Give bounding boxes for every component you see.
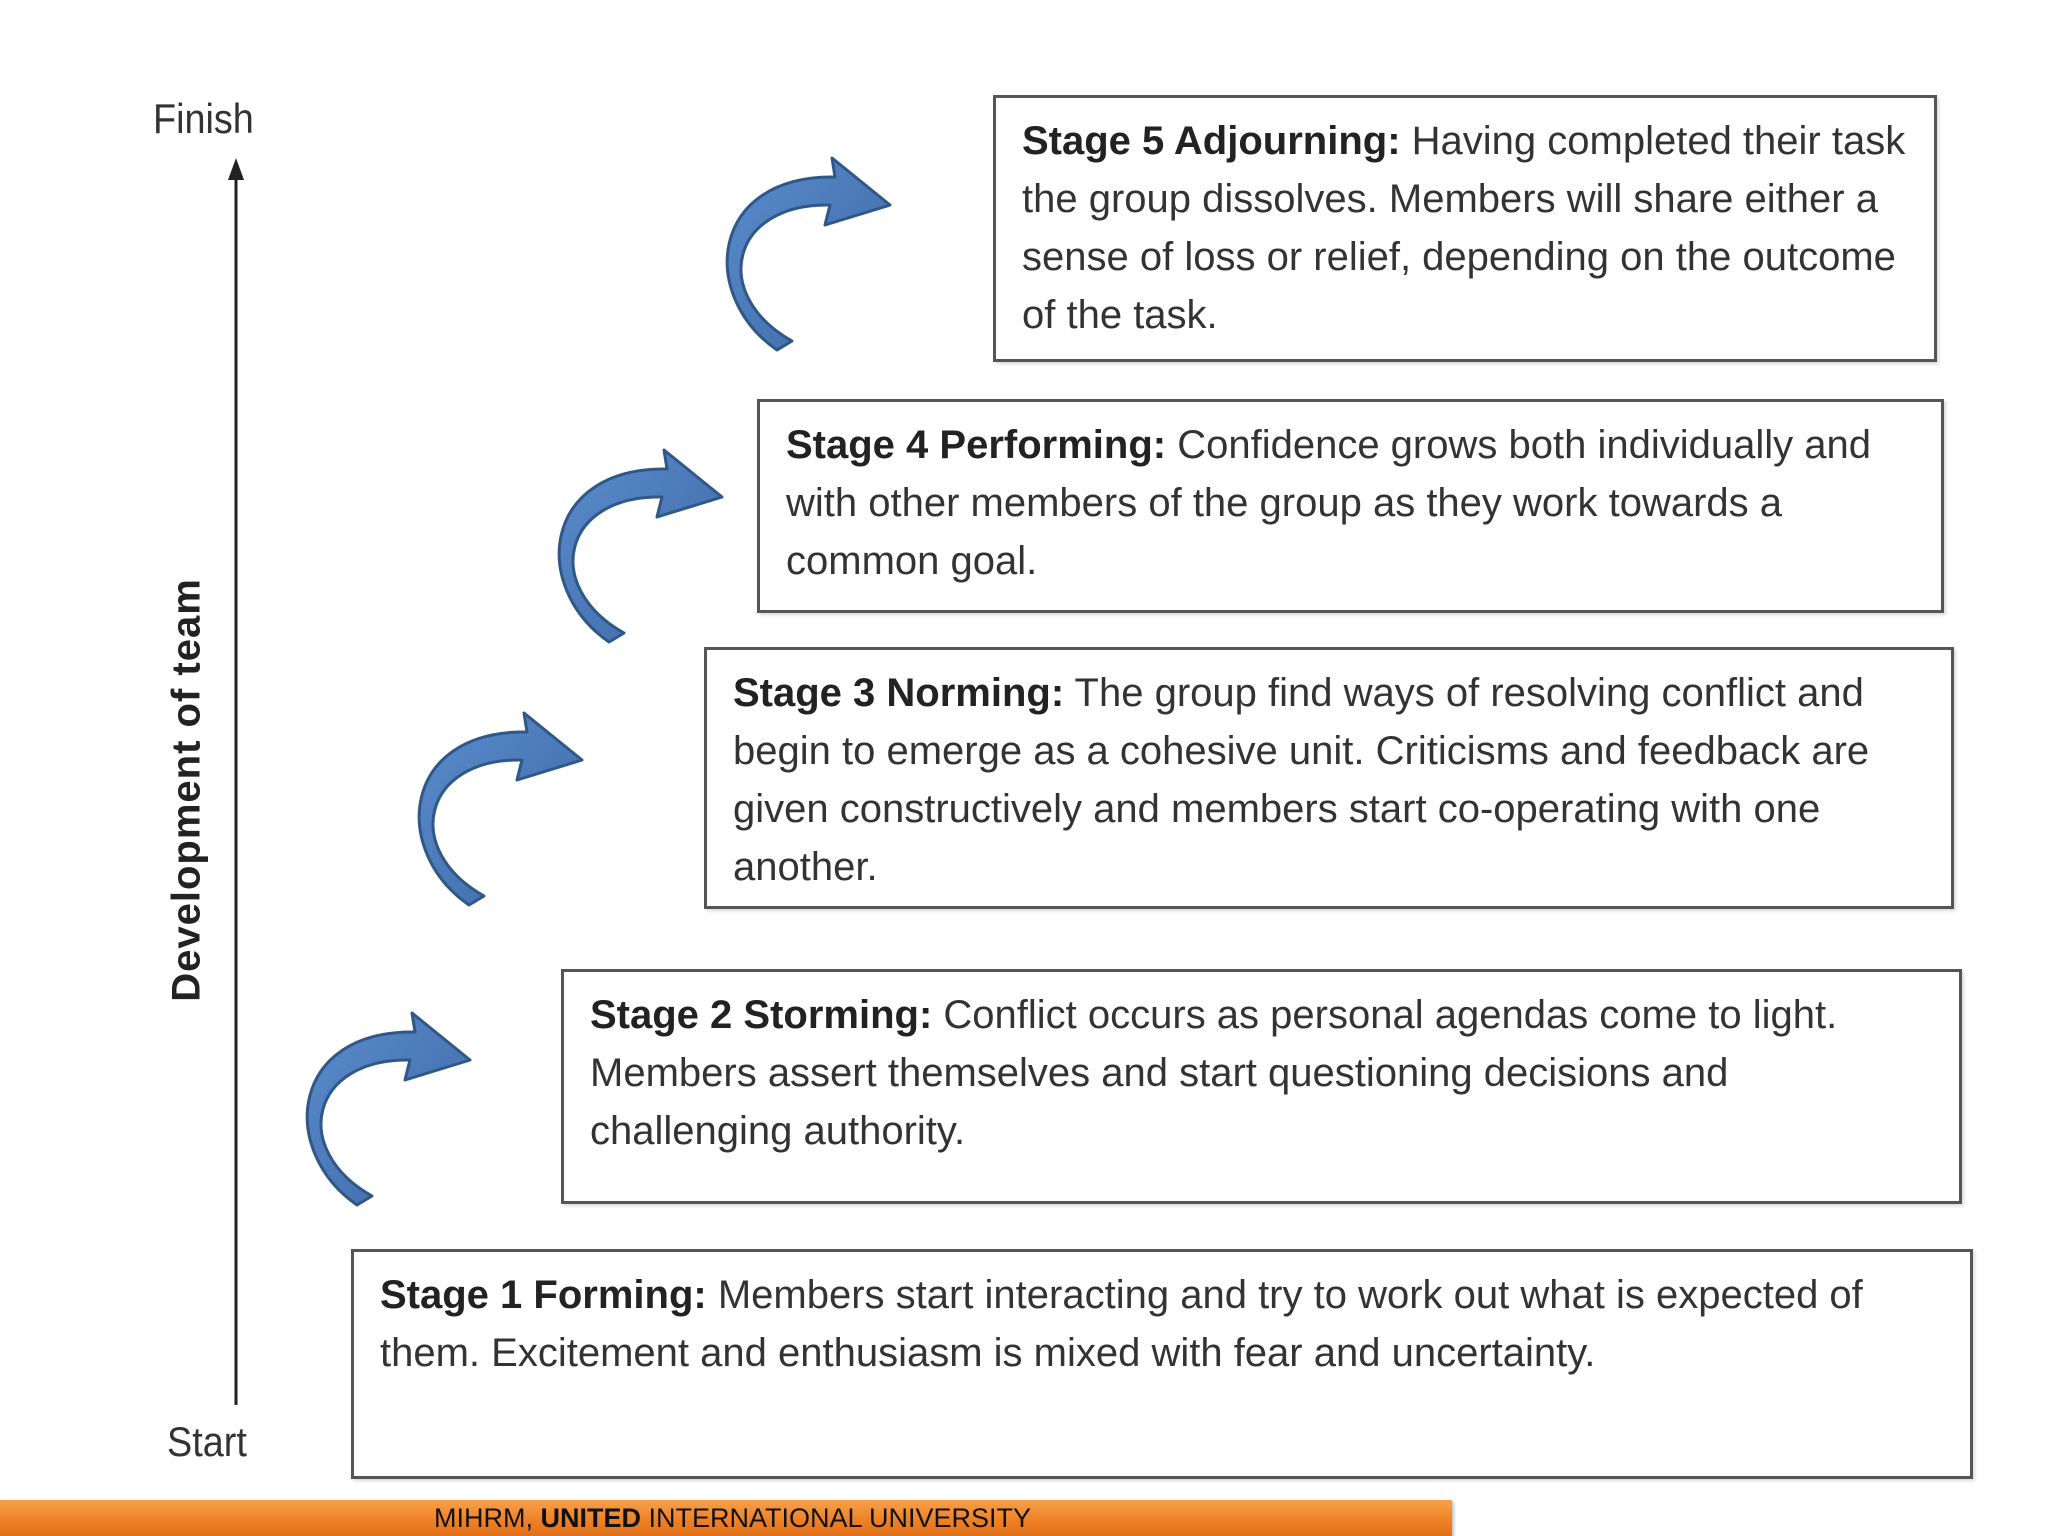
stage-5-box (993, 95, 1937, 362)
axis-start-label: Start (167, 1418, 247, 1465)
stage-5-title: Stage 5 Adjourning: (1022, 119, 1401, 163)
stage-3-box (704, 647, 1954, 909)
curved-arrow-icon-4 (727, 158, 890, 350)
curved-arrow-icon-3 (559, 450, 722, 642)
stage-1-title: Stage 1 Forming: (380, 1273, 707, 1317)
axis-arrowhead (228, 158, 244, 180)
stage-4-text: Confidence grows both individually and with other members of the group as they work towards a common goal. (786, 423, 1871, 583)
stage-4-box (757, 399, 1944, 613)
stage-4-title: Stage 4 Performing: (786, 423, 1167, 467)
stage-1-text: Members start interacting and try to work out what is expected of them. Excitement and enthusiasm is mixed with fear and uncertainty. (380, 1273, 1863, 1375)
axis-title: Development of team (164, 578, 209, 1002)
stage-1-box (351, 1249, 1973, 1479)
footer-text-part2: UNITED (540, 1503, 641, 1533)
stage-2-title: Stage 2 Storming: (590, 993, 933, 1037)
axis-finish-label: Finish (153, 95, 254, 142)
stage-3-title: Stage 3 Norming: (733, 671, 1065, 715)
stage-5-text: Having completed their task the group dissolves. Members will share either a sense of loss or relief, depending on the outcome of the task. (1022, 119, 1906, 337)
stage-3-text: The group find ways of resolving conflict and begin to emerge as a cohesive unit. Criticisms and feedback are given constructively and members start co-operating with one another. (733, 671, 1870, 889)
footer-text-part3: INTERNATIONAL UNIVERSITY (640, 1503, 1032, 1533)
curved-arrow-icon-2 (419, 713, 582, 905)
stage-2-text: Conflict occurs as personal agendas come to light. Members assert themselves and start questioning decisions and challenging authority. (590, 993, 1838, 1153)
footer-text (434, 1503, 1031, 1534)
curved-arrow-icon-1 (307, 1013, 470, 1205)
footer-text-part1: MIHRM, (434, 1503, 541, 1533)
stage-2-box (561, 969, 1962, 1204)
